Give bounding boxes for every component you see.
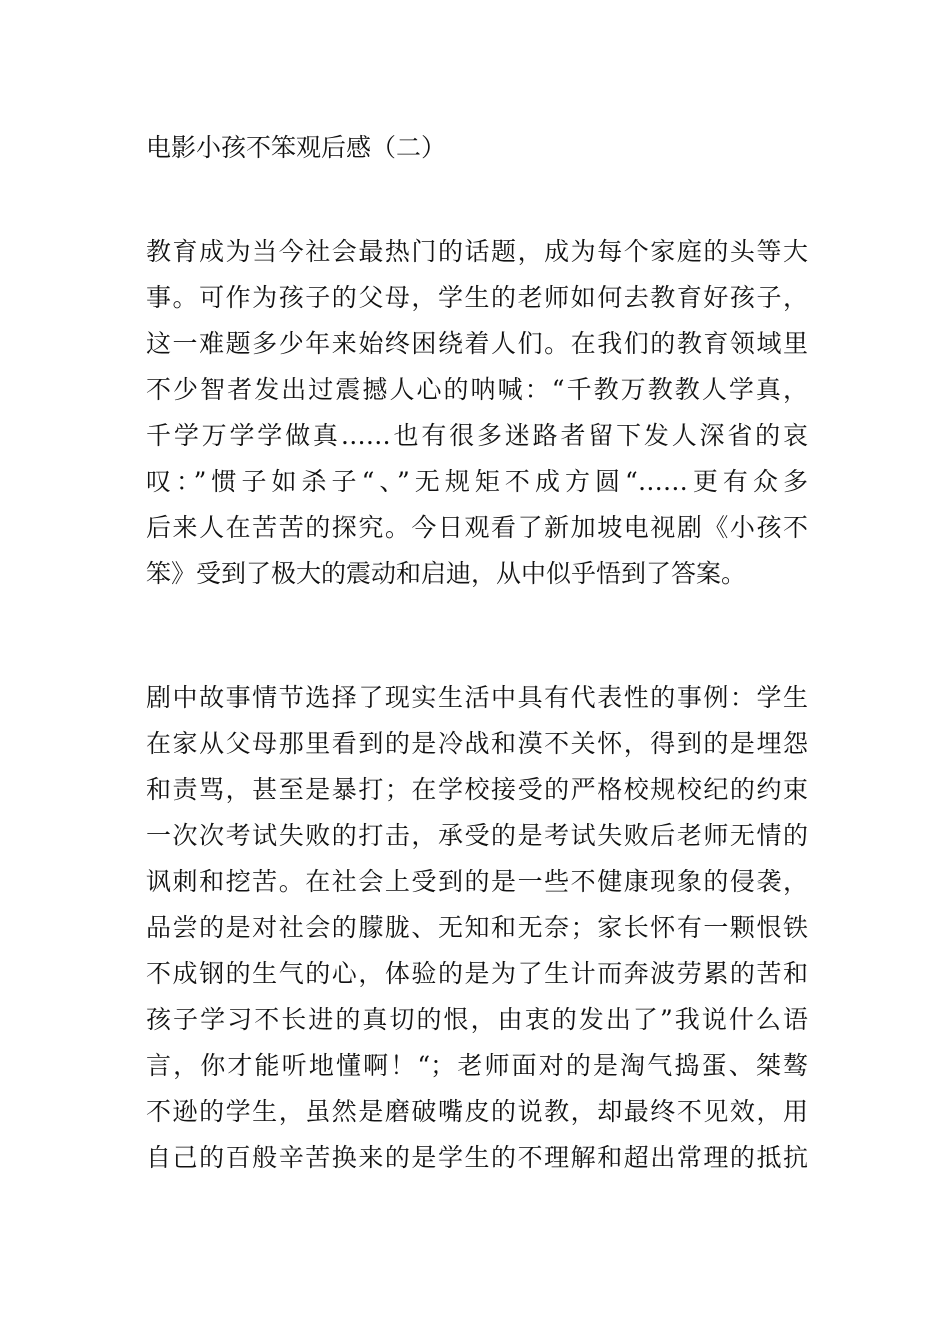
- paragraph-2: [146, 675, 808, 1181]
- paragraph-line: 讽刺和挖苦。在社会上受到的是一些不健康现象的侵袭，: [146, 867, 808, 896]
- paragraph-line: 品尝的是对社会的朦胧、无知和无奈；家长怀有一颗恨铁: [146, 913, 808, 942]
- document-title: 电影小孩不笨观后感（二）: [146, 133, 447, 162]
- paragraph-line: 千学万学学做真……也有很多迷路者留下发人深省的哀: [146, 421, 808, 450]
- paragraph-line: 和责骂，甚至是暴打；在学校接受的严格校规校纪的约束: [146, 775, 808, 804]
- paragraph-line: 不成钢的生气的心，体验的是为了生计而奔波劳累的苦和: [146, 959, 808, 988]
- paragraph-line: 笨》受到了极大的震动和启迪，从中似乎悟到了答案。: [146, 559, 747, 588]
- paragraph-line: 不逊的学生，虽然是磨破嘴皮的说教，却最终不见效，用: [146, 1097, 808, 1126]
- paragraph-line: 一次次考试失败的打击，承受的是考试失败后老师无情的: [146, 821, 808, 850]
- paragraph-line: 教育成为当今社会最热门的话题，成为每个家庭的头等大: [146, 237, 808, 266]
- paragraph-line: 言，你才能听地懂啊！“；老师面对的是淘气捣蛋、桀骜: [146, 1051, 808, 1080]
- paragraph-line: 不少智者发出过震撼人心的呐喊：“千教万教教人学真，: [146, 375, 808, 404]
- paragraph-line: 自己的百般辛苦换来的是学生的不理解和超出常理的抵抗: [146, 1143, 808, 1172]
- paragraph-line: 事。可作为孩子的父母，学生的老师如何去教育好孩子，: [146, 283, 808, 312]
- paragraph-line: 孩子学习不长进的真切的恨，由衷的发出了”我说什么语: [146, 1005, 808, 1034]
- paragraph-line: 后来人在苦苦的探究。今日观看了新加坡电视剧《小孩不: [146, 513, 808, 542]
- paragraph-line: 在家从父母那里看到的是冷战和漠不关怀，得到的是埋怨: [146, 729, 808, 758]
- paragraph-line: 叹：”惯子如杀子“、”无规矩不成方圆“……更有众多: [146, 467, 808, 496]
- paragraph-line: 剧中故事情节选择了现实生活中具有代表性的事例：学生: [146, 683, 808, 712]
- paragraph-1: [146, 229, 808, 597]
- paragraph-line: 这一难题多少年来始终困绕着人们。在我们的教育领域里: [146, 329, 808, 358]
